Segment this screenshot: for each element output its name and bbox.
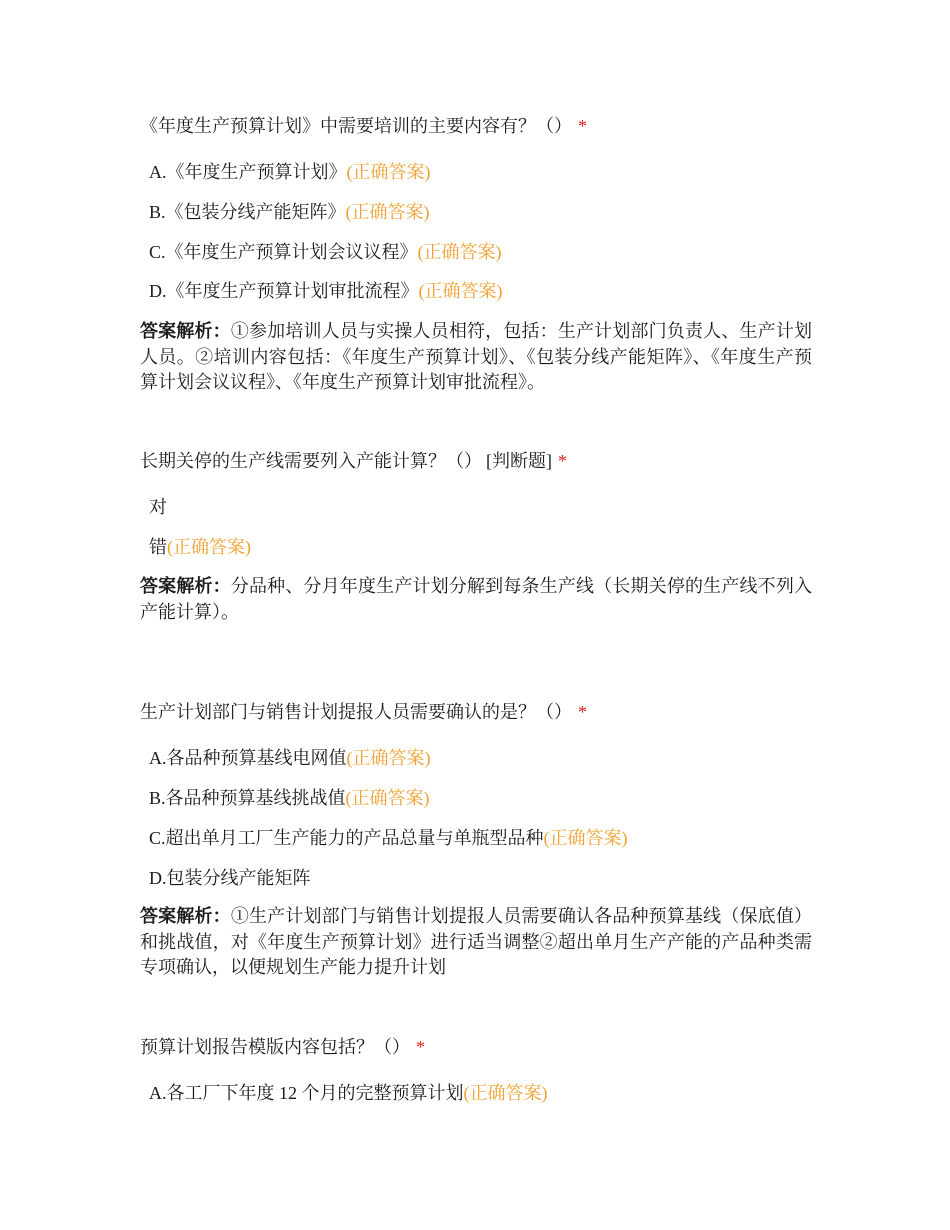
option-false[interactable]: 错(正确答案) bbox=[149, 537, 251, 557]
option-true[interactable]: 对 bbox=[149, 497, 167, 517]
correct-answer-marker: (正确答案) bbox=[543, 828, 628, 848]
answer-analysis: 答案解析：①生产计划部门与销售计划提报人员需要确认各品种预算基线（保底值）和挑战值，对《年度生产预算计划》进行适当调整②超出单月生产产能的产品种类需专项确认，以便规划生产能力提升计划 bbox=[140, 906, 813, 977]
question-title: 《年度生产预算计划》中需要培训的主要内容有？（） * bbox=[140, 116, 587, 136]
option-a[interactable]: A.各品种预算基线电网值(正确答案) bbox=[149, 748, 431, 768]
option-b[interactable]: B.《包装分线产能矩阵》(正确答案) bbox=[149, 202, 430, 222]
option-b[interactable]: B.各品种预算基线挑战值(正确答案) bbox=[149, 788, 430, 808]
option-a[interactable]: A.《年度生产预算计划》(正确答案) bbox=[149, 162, 431, 182]
required-marker: * bbox=[578, 702, 587, 722]
analysis-label: 答案解析： bbox=[140, 321, 231, 341]
question-type-tag: [判断题] bbox=[486, 451, 552, 471]
correct-answer-marker: (正确答案) bbox=[167, 537, 251, 557]
option-a[interactable]: A.各工厂下年度 12 个月的完整预算计划(正确答案) bbox=[149, 1083, 548, 1103]
required-marker: * bbox=[416, 1037, 425, 1057]
correct-answer-marker: (正确答案) bbox=[417, 242, 502, 262]
answer-analysis: 答案解析：①参加培训人员与实操人员相符，包括：生产计划部门负责人、生产计划人员。②培训内容包括：《年度生产预算计划》、《包装分线产能矩阵》、《年度生产预算计划会议议程》、《年度生产预算计划审批流程》。 bbox=[140, 321, 813, 392]
correct-answer-marker: (正确答案) bbox=[345, 788, 430, 808]
correct-answer-marker: (正确答案) bbox=[346, 748, 431, 768]
question-title: 长期关停的生产线需要列入产能计算？（） [判断题] * bbox=[140, 451, 567, 471]
required-marker: * bbox=[578, 116, 587, 136]
analysis-label: 答案解析： bbox=[140, 906, 231, 926]
correct-answer-marker: (正确答案) bbox=[463, 1083, 548, 1103]
correct-answer-marker: (正确答案) bbox=[345, 202, 430, 222]
option-d[interactable]: D.《年度生产预算计划审批流程》(正确答案) bbox=[149, 281, 503, 301]
analysis-label: 答案解析： bbox=[140, 576, 231, 596]
option-c[interactable]: C.《年度生产预算计划会议议程》(正确答案) bbox=[149, 242, 502, 262]
answer-analysis: 答案解析：分品种、分月年度生产计划分解到每条生产线（长期关停的生产线不列入产能计算）。 bbox=[140, 576, 813, 622]
correct-answer-marker: (正确答案) bbox=[346, 162, 431, 182]
question-title: 生产计划部门与销售计划提报人员需要确认的是？（） * bbox=[140, 702, 587, 722]
question-title: 预算计划报告模版内容包括？（） * bbox=[140, 1037, 425, 1057]
option-c[interactable]: C.超出单月工厂生产能力的产品总量与单瓶型品种(正确答案) bbox=[149, 828, 628, 848]
option-d[interactable]: D.包装分线产能矩阵 bbox=[149, 868, 311, 888]
correct-answer-marker: (正确答案) bbox=[418, 281, 503, 301]
required-marker: * bbox=[558, 451, 567, 471]
